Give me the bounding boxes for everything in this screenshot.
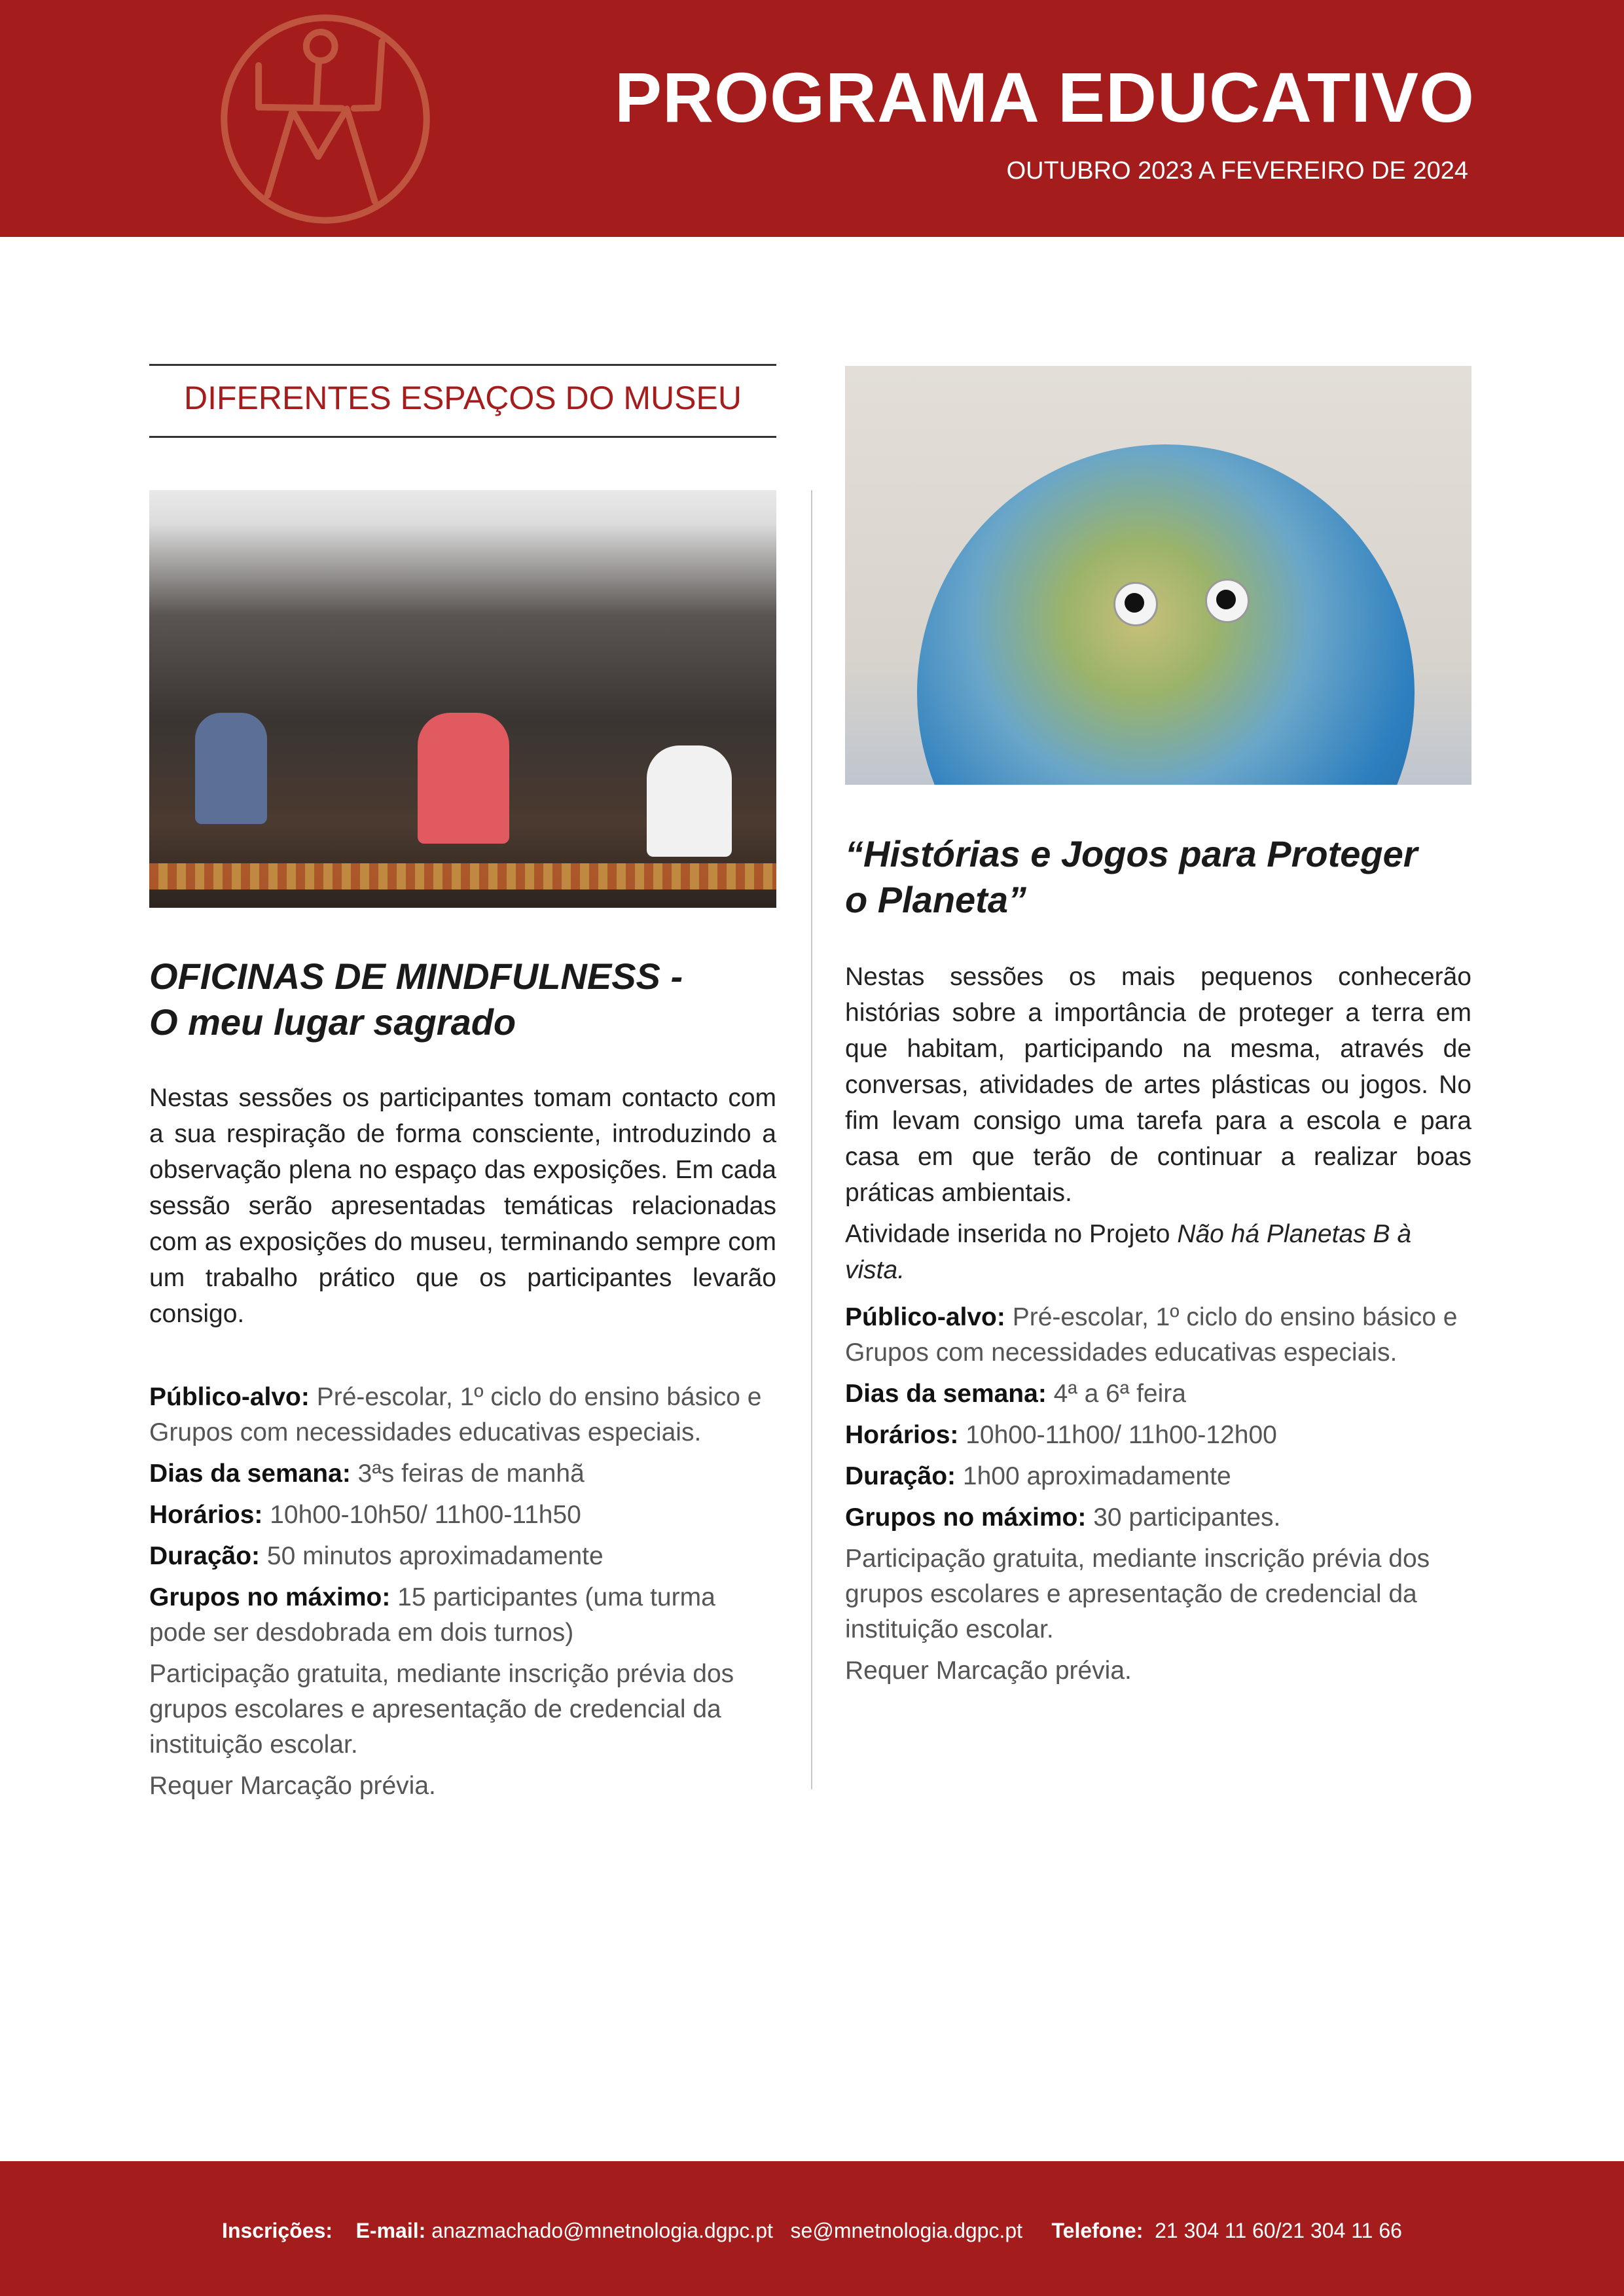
mindfulness-workshop-photo — [149, 490, 776, 908]
page-subtitle: OUTUBRO 2023 A FEVEREIRO DE 2024 — [1006, 157, 1468, 185]
info-days: Dias da semana: 4ª a 6ª feira — [845, 1380, 1186, 1408]
activity-title-planet — [845, 831, 1471, 923]
info-duration: Duração: 50 minutos aproximadamente — [149, 1542, 604, 1570]
title-line: OFICINAS DE MINDFULNESS - — [149, 956, 683, 997]
header-band — [0, 0, 1624, 237]
project-note: Atividade inserida no Projeto Não há Planetas B à vista. — [845, 1220, 1412, 1284]
info-duration: Duração: 1h00 aproximadamente — [845, 1462, 1231, 1490]
globe-photo — [845, 366, 1471, 785]
contact-line: Inscrições: E-mail: anazmachado@mnetnologia.dgpc.pt se@mnetnologia.dgpc.pt Telefone: 21 304 11 60/21 304 11 66 — [222, 2219, 1402, 2242]
info-booking: Requer Marcação prévia. — [845, 1657, 1132, 1685]
divider — [149, 364, 776, 366]
title-line: O meu lugar sagrado — [149, 1001, 516, 1043]
title-line: o Planeta” — [845, 879, 1026, 920]
info-note: Participação gratuita, mediante inscrição prévia dos grupos escolares e apresentação de credencial da instituição escolar. — [149, 1660, 734, 1759]
info-hours: Horários: 10h00-10h50/ 11h00-11h50 — [149, 1501, 581, 1529]
email-link[interactable]: se@mnetnologia.dgpc.pt — [790, 2219, 1023, 2242]
activity-info — [149, 1380, 776, 1810]
info-booking: Requer Marcação prévia. — [149, 1772, 436, 1800]
divider — [149, 436, 776, 438]
page-title: PROGRAMA EDUCATIVO — [615, 58, 1475, 137]
info-hours: Horários: 10h00-11h00/ 11h00-12h00 — [845, 1421, 1277, 1449]
activity-description: Nestas sessões os participantes tomam contacto com a sua respiração de forma consciente, introduzindo a observação plena no espaço das exposições. Em cada sessão serão apresentadas temáticas relacionadas com as exposições do museu, terminando sempre com um trabalho prático que os participantes levarão consigo. — [149, 1084, 776, 1328]
info-groups: Grupos no máximo: 15 participantes (uma turma pode ser desdobrada em dois turnos) — [149, 1583, 715, 1647]
museum-logo-icon — [206, 0, 444, 237]
info-days: Dias da semana: 3ªs feiras de manhã — [149, 1460, 585, 1488]
info-target: Público-alvo: Pré-escolar, 1º ciclo do ensino básico e Grupos com necessidades educativas especiais. — [149, 1383, 762, 1446]
column-divider — [811, 490, 812, 1789]
email-link[interactable]: anazmachado@mnetnologia.dgpc.pt — [431, 2219, 773, 2242]
activity-description: Nestas sessões os mais pequenos conhecerão histórias sobre a importância de proteger a terra em que habitam, participando na mesma, através de conversas, atividades de artes plásticas ou jogos. No fim levam consigo uma tarefa para a escola e para casa em que terão de continuar a realizar boas práticas ambientais. Atividade inserida no Projeto Não há Planetas B à vista. — [845, 959, 1471, 1288]
activity-title-mindfulness — [149, 954, 776, 1045]
activity-info — [845, 1300, 1471, 1695]
phone-number: 21 304 11 60/21 304 11 66 — [1155, 2219, 1402, 2242]
info-note: Participação gratuita, mediante inscrição prévia dos grupos escolares e apresentação de credencial da instituição escolar. — [845, 1545, 1430, 1643]
info-target: Público-alvo: Pré-escolar, 1º ciclo do ensino básico e Grupos com necessidades educativas especiais. — [845, 1303, 1458, 1367]
title-line: “Histórias e Jogos para Proteger — [845, 833, 1418, 874]
info-groups: Grupos no máximo: 30 participantes. — [845, 1503, 1281, 1532]
section-title: DIFERENTES ESPAÇOS DO MUSEU — [184, 380, 742, 416]
